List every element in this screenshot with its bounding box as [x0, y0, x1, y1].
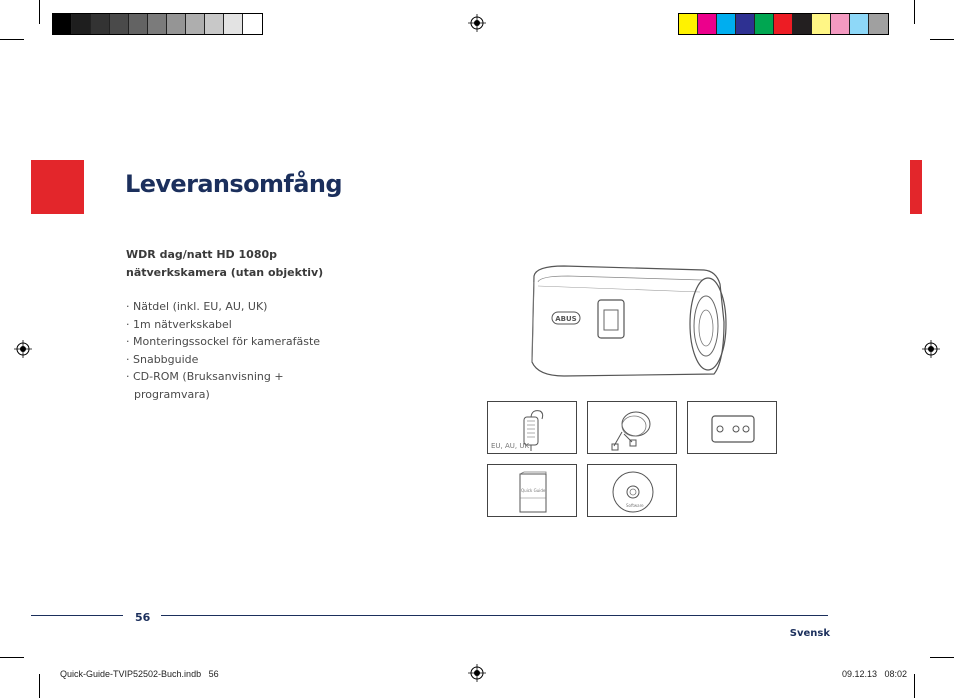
color-swatch: [72, 14, 91, 34]
color-swatch: [831, 14, 850, 34]
color-swatch: [53, 14, 72, 34]
network-cable-box: [587, 401, 677, 454]
registration-mark-icon: [922, 340, 940, 358]
color-swatch: [243, 14, 262, 34]
list-item: · Nätdel (inkl. EU, AU, UK): [126, 298, 346, 316]
section-tab-left: [31, 160, 84, 214]
power-adapter-box: [487, 401, 577, 454]
footer-rule: [31, 615, 123, 616]
registration-mark-icon: [468, 14, 486, 32]
footer-rule: [161, 615, 828, 616]
region-label: EU, AU, UK: [491, 442, 530, 450]
crop-mark: [39, 0, 40, 24]
color-swatch: [679, 14, 698, 34]
crop-mark: [39, 674, 40, 698]
page-title: Leveransomfång: [125, 170, 342, 198]
grayscale-color-bar: [52, 13, 263, 35]
crop-mark: [0, 657, 24, 658]
camera-illustration: [524, 262, 730, 380]
list-item: · Monteringssockel för kamerafäste: [126, 333, 346, 351]
list-item: · Snabbguide: [126, 351, 346, 369]
contents-list: [126, 298, 346, 404]
crop-mark: [930, 39, 954, 40]
page-number: 56: [135, 611, 151, 624]
color-swatch: [148, 14, 167, 34]
color-swatch: [167, 14, 186, 34]
crop-mark: [930, 657, 954, 658]
color-swatch: [793, 14, 812, 34]
cd-rom-icon: [610, 469, 656, 515]
list-item: · 1m nätverkskabel: [126, 316, 346, 334]
quick-guide-box: [487, 464, 577, 517]
cd-label: Software: [626, 503, 644, 508]
registration-mark-icon: [468, 664, 486, 682]
color-swatch: [129, 14, 148, 34]
color-swatch: [755, 14, 774, 34]
color-swatch: [698, 14, 717, 34]
registration-mark-icon: [14, 340, 32, 358]
product-name: [126, 246, 366, 282]
color-swatch: [205, 14, 224, 34]
print-slug-date: 09.12.13 08:02: [842, 669, 908, 679]
color-swatch: [717, 14, 736, 34]
mounting-base-icon: [708, 412, 758, 446]
mounting-base-box: [687, 401, 777, 454]
language-label: Svensk: [789, 628, 830, 639]
color-swatch: [110, 14, 129, 34]
product-name-line: WDR dag/natt HD 1080p: [126, 248, 278, 261]
print-slug-file: Quick-Guide-TVIP52502-Buch.indb 56: [60, 669, 219, 679]
crop-mark: [914, 674, 915, 698]
color-swatch: [850, 14, 869, 34]
color-swatch: [186, 14, 205, 34]
quick-guide-label: Quick Guide: [521, 488, 546, 493]
cd-rom-box: [587, 464, 677, 517]
list-item: · CD-ROM (Bruksanvisning + programvara): [126, 368, 346, 403]
color-swatch: [736, 14, 755, 34]
crop-mark: [0, 39, 24, 40]
color-swatch: [774, 14, 793, 34]
network-cable-icon: [610, 406, 656, 452]
section-tab-right: [910, 160, 922, 214]
color-swatch: [812, 14, 831, 34]
crop-mark: [914, 0, 915, 24]
color-swatch: [869, 14, 888, 34]
color-swatch: [91, 14, 110, 34]
product-name-line: nätverkskamera (utan objektiv): [126, 266, 324, 279]
color-swatch: [224, 14, 243, 34]
abus-logo: ABUS: [555, 315, 577, 323]
color-calibration-bar: [678, 13, 889, 35]
